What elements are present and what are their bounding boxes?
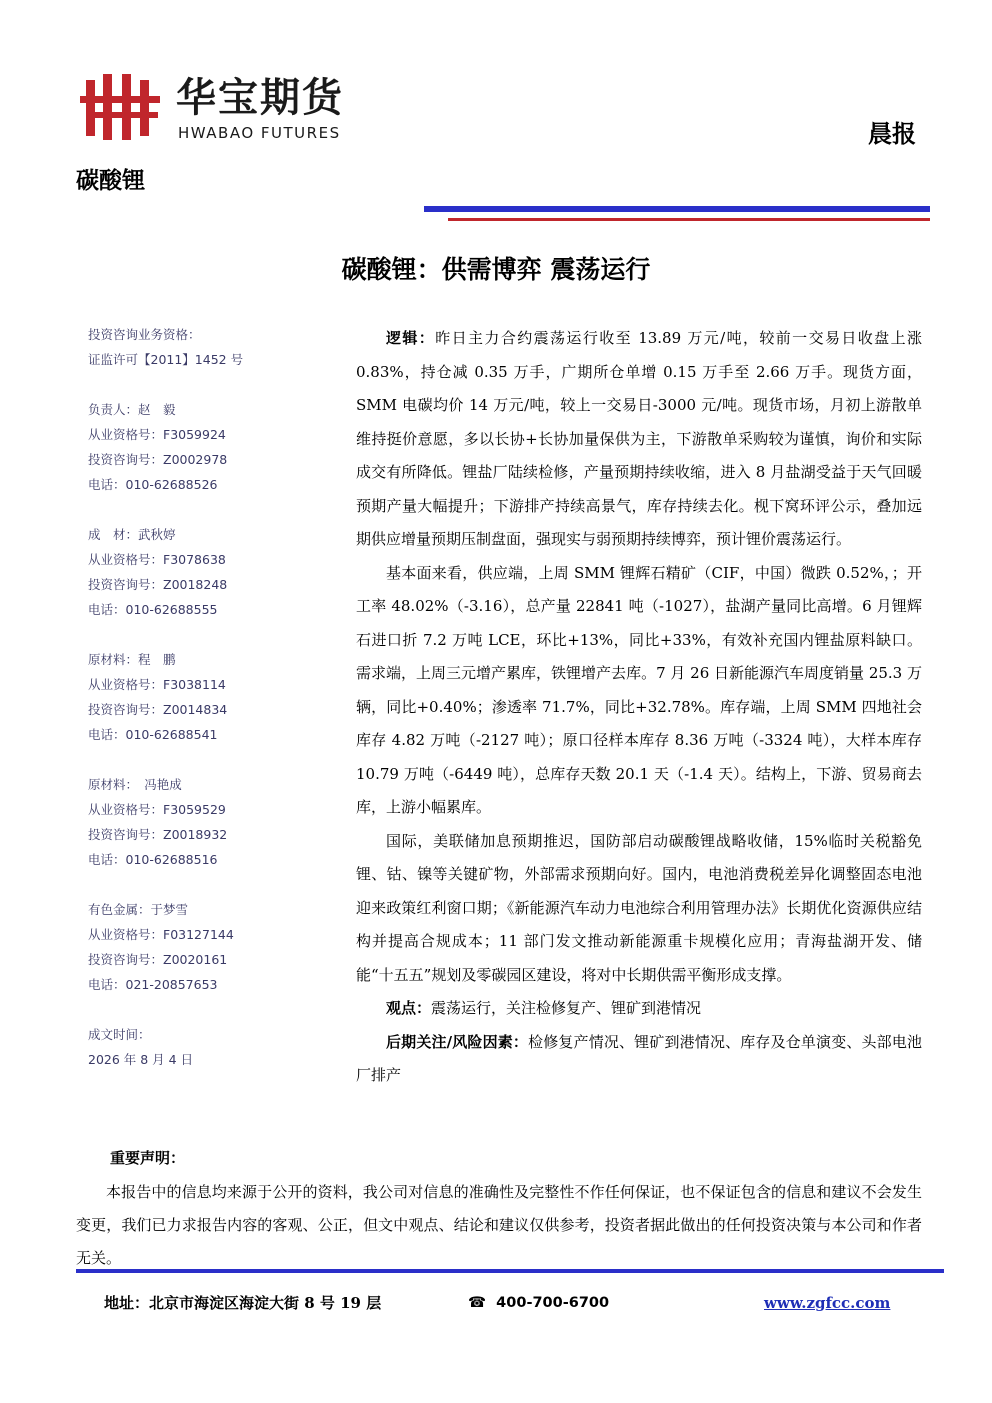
analyst-phone: 电话：010-62688516 [88, 852, 218, 867]
analyst-sidebar [88, 322, 328, 1072]
analyst-role: 有色金属：于梦雪 [88, 902, 189, 917]
macro-paragraph: 国际，美联储加息预期推迟，国防部启动碳酸锂战略收储，15%临时关税豁免锂、钴、镍等关键矿物，外部需求预期向好。国内，电池消费税差异化调整固态电池迎来政策红利窗口期；《新能源汽车动力电池综合利用管理办法》长期优化资源供应结构并提高合规成本；11 部门发文推动新能源重卡规模化应用；青海盐湖开发、储能“十五五”规划及零碳园区建设，将对中长期供需平衡形成支撑。 [356, 831, 922, 984]
analyst-qualification-no: 从业资格号：F03127144 [88, 927, 234, 942]
company-website-link[interactable]: www.zgfcc.com [764, 1294, 891, 1312]
analyst-phone: 电话：010-62688541 [88, 727, 218, 742]
analyst-role: 原材料： 冯艳成 [88, 777, 182, 792]
analyst-block [88, 522, 328, 622]
analyst-block [88, 897, 328, 997]
risk-label: 后期关注/风险因素： [386, 1032, 529, 1051]
disclaimer-text: 本报告中的信息均来源于公开的资料，我公司对信息的准确性及完整性不作任何保证，也不保证包含的信息和建议不会发生变更，我们已力求报告内容的客观、公正，但文中观点、结论和建议仅供参考，投资者据此做出的任何投资决策与本公司和作者无关。 [76, 1183, 922, 1267]
risk-paragraph [356, 1026, 922, 1093]
analyst-role: 原材料：程 鹏 [88, 652, 176, 667]
report-title: 碳酸锂：供需博弈 震荡运行 [341, 255, 651, 284]
analyst-role: 负责人：赵 毅 [88, 402, 176, 417]
analyst-phone: 电话：021-20857653 [88, 977, 218, 992]
logo-english-name: HWABAO FUTURES [178, 124, 341, 142]
analyst-consult-no: 投资咨询号：Z0018932 [88, 827, 228, 842]
analyst-phone: 电话：010-62688555 [88, 602, 218, 617]
view-label: 观点： [386, 999, 432, 1017]
telephone-icon: ☎ [468, 1295, 487, 1311]
logic-text: 昨日主力合约震荡运行收至 13.89 万元/吨，较前一交易日收盘上涨 0.83%，持仓减 0.35 万手，广期所仓单增 0.15 万手至 2.66 万手。现货方面，SMM 电碳均价 14 万元/吨，较上一交易日-3000 元/吨。现货市场，月初上游散单维持挺价意愿，多以长协+长协加量保供为主，下游散单采购较为谨慎，询价和实际成交有所降低。锂盐厂陆续检修，产量预期持续收缩，进入 8 月盐湖受益于天气回暖预期产量大幅提升；下游排产持续高景气，库存持续去化。枧下窝环评公示，叠加远期供应增量预期压制盘面，强现实与弱预期持续博弈，预计锂价震荡运行。 [356, 329, 922, 548]
header-divider-red [448, 218, 930, 221]
logic-label: 逻辑： [386, 329, 436, 347]
analyst-qualification-no: 从业资格号：F3059529 [88, 802, 226, 817]
analyst-qualification-no: 从业资格号：F3078638 [88, 552, 226, 567]
analyst-consult-no: 投资咨询号：Z0018248 [88, 577, 228, 592]
analyst-phone: 电话：010-62688526 [88, 477, 218, 492]
page-footer [104, 1290, 904, 1316]
analyst-block [88, 647, 328, 747]
header-divider-blue [424, 206, 930, 212]
company-address: 地址：北京市海淀区海淀大街 8 号 19 层 [104, 1294, 382, 1312]
phone-number: 400-700-6700 [496, 1295, 610, 1311]
analyst-qualification-no: 从业资格号：F3038114 [88, 677, 226, 692]
analyst-consult-no: 投资咨询号：Z0002978 [88, 452, 228, 467]
analyst-qualification-no: 从业资格号：F3059924 [88, 427, 226, 442]
license-number: 证监许可【2011】1452 号 [88, 352, 244, 367]
analyst-block [88, 772, 328, 872]
footer-divider [76, 1269, 944, 1273]
view-paragraph [356, 992, 922, 1026]
report-body [356, 322, 922, 1093]
hwabao-logo-mark-icon [80, 72, 166, 144]
analyst-consult-no: 投资咨询号：Z0020161 [88, 952, 228, 967]
view-text: 震荡运行，关注检修复产、锂矿到港情况 [431, 999, 702, 1017]
analyst-consult-no: 投资咨询号：Z0014834 [88, 702, 228, 717]
report-date: 2026 年 8 月 4 日 [88, 1052, 194, 1067]
company-phone [468, 1290, 609, 1316]
disclaimer-title: 重要声明： [110, 1149, 186, 1167]
report-type: 晨报 [868, 119, 916, 148]
analyst-role: 成 材：武秋婷 [88, 527, 176, 542]
risk-text: 检修复产情况、锂矿到港情况、库存及仓单演变、头部电池厂排产 [356, 1032, 922, 1084]
logo-chinese-name: 华宝期货 [176, 75, 344, 121]
date-label: 成文时间： [88, 1027, 151, 1042]
logic-paragraph [356, 322, 922, 557]
analyst-block [88, 397, 328, 497]
company-logo [80, 72, 380, 144]
product-name: 碳酸锂 [76, 167, 145, 194]
fundamentals-paragraph: 基本面来看，供应端，上周 SMM 锂辉石精矿（CIF，中国）微跌 0.52%，；开工率 48.02%（-3.16），总产量 22841 吨（-1027），盐湖产量同比高增。6 月锂辉石进口折 7.2 万吨 LCE，环比+13%，同比+33%，有效补充国内锂盐原料缺口。需求端，上周三元增产累库，铁锂增产去库。7 月 26 日新能源汽车周度销量 25.3 万辆，同比+0.40%；渗透率 71.7%，同比+32.78%。库存端，上周 SMM 四地社会库存 4.82 万吨（-2127 吨）；原口径样本库存 8.36 万吨（-3324 吨），大样本库存 10.79 万吨（-6449 吨），总库存天数 20.1 天（-1.4 天）。结构上，下游、贸易商去库，上游小幅累库。 [356, 563, 922, 816]
qualification-label: 投资咨询业务资格： [88, 327, 201, 342]
